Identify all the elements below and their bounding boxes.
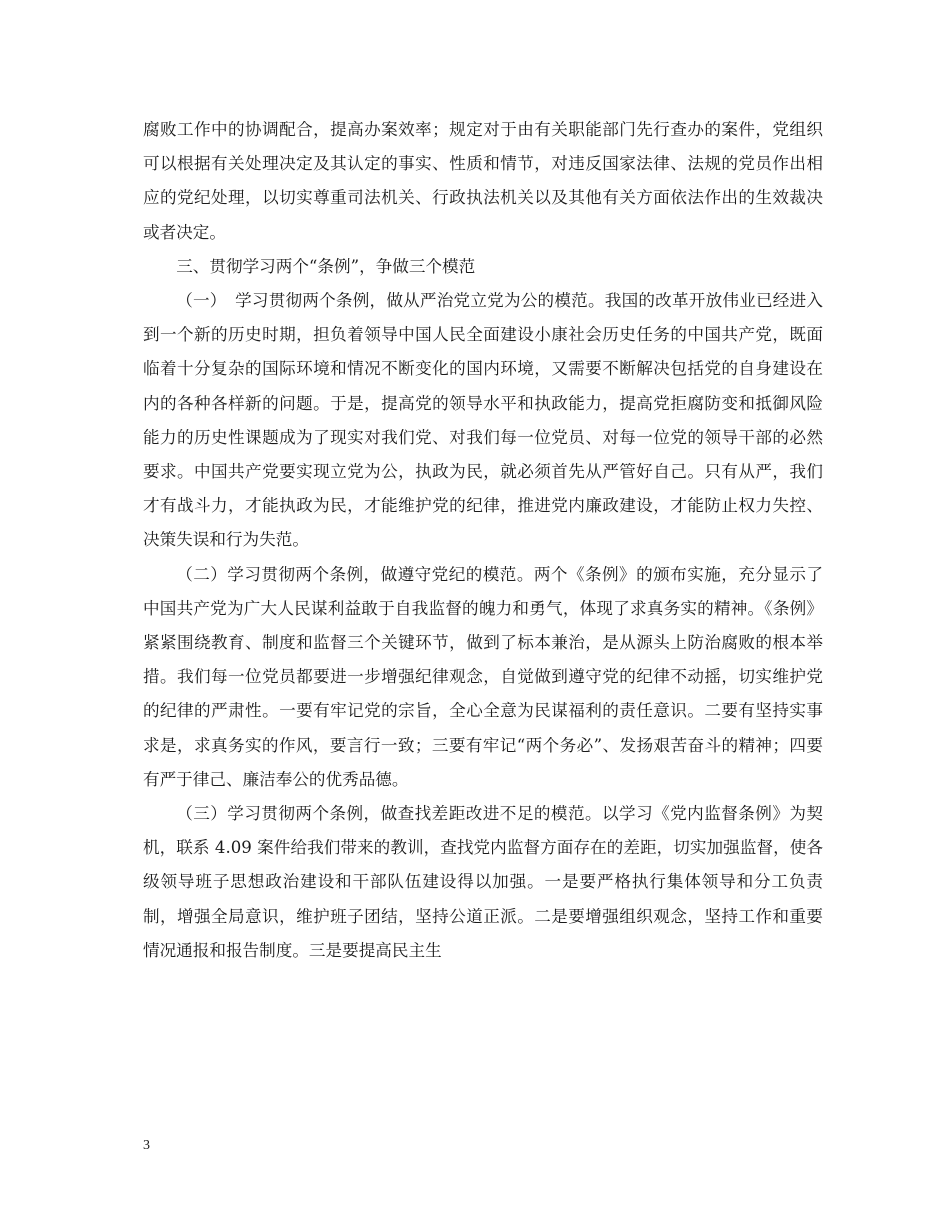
paragraph-item-3: （三）学习贯彻两个条例，做查找差距改进不足的模范。以学习《党内监督条例》为契机，联系 4.09 案件给我们带来的教训，查找党内监督方面存在的差距，切实加强监督，使各级领导班子思想政治建设和干部队伍建设得以加强。一是要严格执行集体领导和分工负责制，增强全局意识，维护班子团结，坚持公道正派。二是要增强组织观念，坚持工作和重要情况通报和报告制度。三是要提高民主生: [143, 804, 823, 960]
document-body: [143, 113, 823, 968]
section-heading: 三、贯彻学习两个“条例”，争做三个模范: [176, 256, 476, 276]
paragraph-item-1: （一） 学习贯彻两个条例，做从严治党立党为公的模范。我国的改革开放伟业已经进入到一个新的历史时期，担负着领导中国人民全面建设小康社会历史任务的中国共产党，既面临着十分复杂的国际环境和情况不断变化的国内环境，又需要不断解决包括党的自身建设在内的各种各样新的问题。于是，提高党的领导水平和执政能力，提高党拒腐防变和抵御风险能力的历史性课题成为了现实对我们党、对我们每一位党员、对每一位党的领导干部的必然要求。中国共产党要实现立党为公，执政为民，就必须首先从严管好自己。只有从严，我们才有战斗力，才能执政为民，才能维护党的纪律，推进党内廉政建设，才能防止权力失控、决策失误和行为失范。: [143, 291, 823, 550]
page-number: 3: [143, 1138, 150, 1153]
paragraph-continuation: 腐败工作中的协调配合，提高办案效率；规定对于由有关职能部门先行查办的案件，党组织可以根据有关处理决定及其认定的事实、性质和情节，对违反国家法律、法规的党员作出相应的党纪处理，以切实尊重司法机关、行政执法机关以及其他有关方面依法作出的生效裁决或者决定。: [143, 120, 823, 242]
paragraph-item-2: （二）学习贯彻两个条例，做遵守党纪的模范。两个《条例》的颁布实施，充分显示了中国共产党为广大人民谋利益敢于自我监督的魄力和勇气，体现了求真务实的精神。《条例》紧紧围绕教育、制度和监督三个关键环节，做到了标本兼治，是从源头上防治腐败的根本举措。我们每一位党员都要进一步增强纪律观念，自觉做到遵守党的纪律不动摇，切实维护党的纪律的严肃性。一要有牢记党的宗旨，全心全意为民谋福利的责任意识。二要有坚持实事求是，求真务实的作风，要言行一致；三要有牢记“两个务必”、发扬艰苦奋斗的精神；四要有严于律己、廉洁奉公的优秀品德。: [143, 564, 823, 789]
